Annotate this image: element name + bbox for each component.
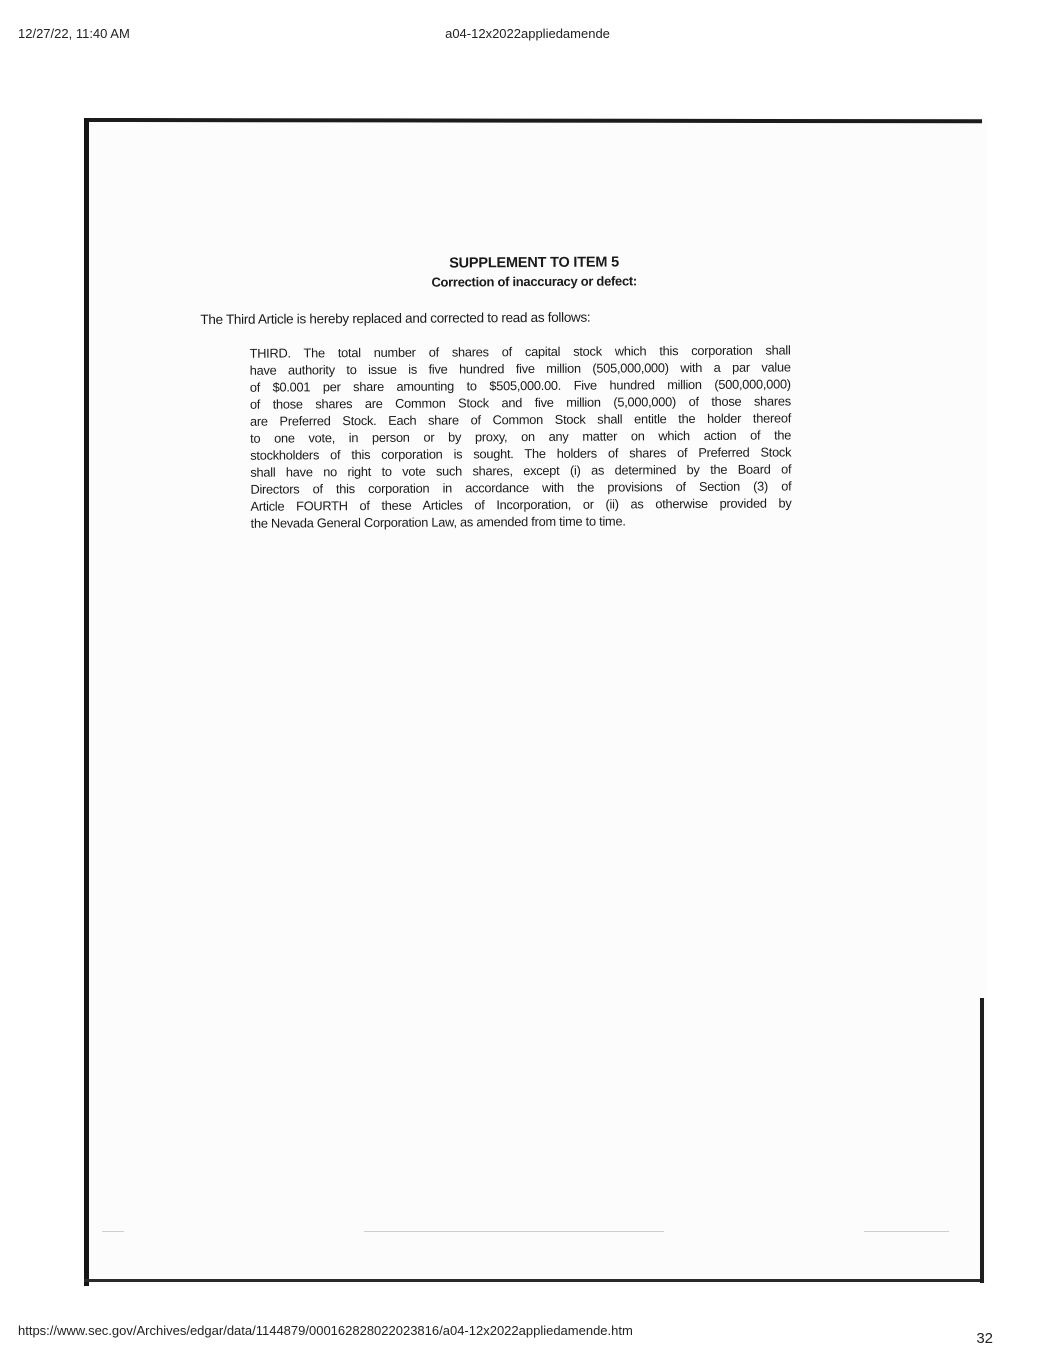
- body-line: Directors of this corporation in accordance with the provisions of Section (3) of: [250, 478, 792, 497]
- body-line: the Nevada General Corporation Law, as amended from time to time.: [250, 513, 626, 531]
- body-line: of those shares are Common Stock and five million (5,000,000) of those shares: [249, 393, 791, 412]
- body-line: THIRD. The total number of shares of capital stock which this corporation shall: [249, 342, 791, 361]
- body-line: shall have no right to vote such shares, except (i) as determined by the Board of: [250, 461, 792, 480]
- body-line: have authority to issue is five hundred five million (505,000,000) with a par value: [249, 359, 791, 378]
- scanned-page: [84, 118, 986, 1286]
- scan-content: [82, 115, 991, 1288]
- body-line: of $0.001 per share amounting to $505,000.00. Five hundred million (500,000,000): [249, 376, 791, 395]
- print-footer-page-number: 32: [976, 1330, 993, 1347]
- body-line: are Preferred Stock. Each share of Common Stock shall entitle the holder thereof: [249, 410, 792, 429]
- body-line: to one vote, in person or by proxy, on any matter on which action of the: [250, 427, 792, 446]
- document-title: SUPPLEMENT TO ITEM 5: [449, 254, 619, 272]
- document-subtitle: Correction of inaccuracy or defect:: [431, 273, 637, 290]
- print-footer-url: https://www.sec.gov/Archives/edgar/data/1144879/000162828022023816/a04-12x2022appliedamende.htm: [18, 1323, 633, 1338]
- body-line: Article FOURTH of these Articles of Incorporation, or (ii) as otherwise provided by: [250, 495, 792, 514]
- document-intro: The Third Article is hereby replaced and corrected to read as follows:: [200, 309, 591, 328]
- document-body: [250, 341, 792, 531]
- body-line: stockholders of this corporation is sought. The holders of shares of Preferred Stock: [250, 444, 792, 463]
- print-header-datetime: 12/27/22, 11:40 AM: [18, 26, 130, 41]
- print-header-title: a04-12x2022appliedamende: [445, 26, 610, 41]
